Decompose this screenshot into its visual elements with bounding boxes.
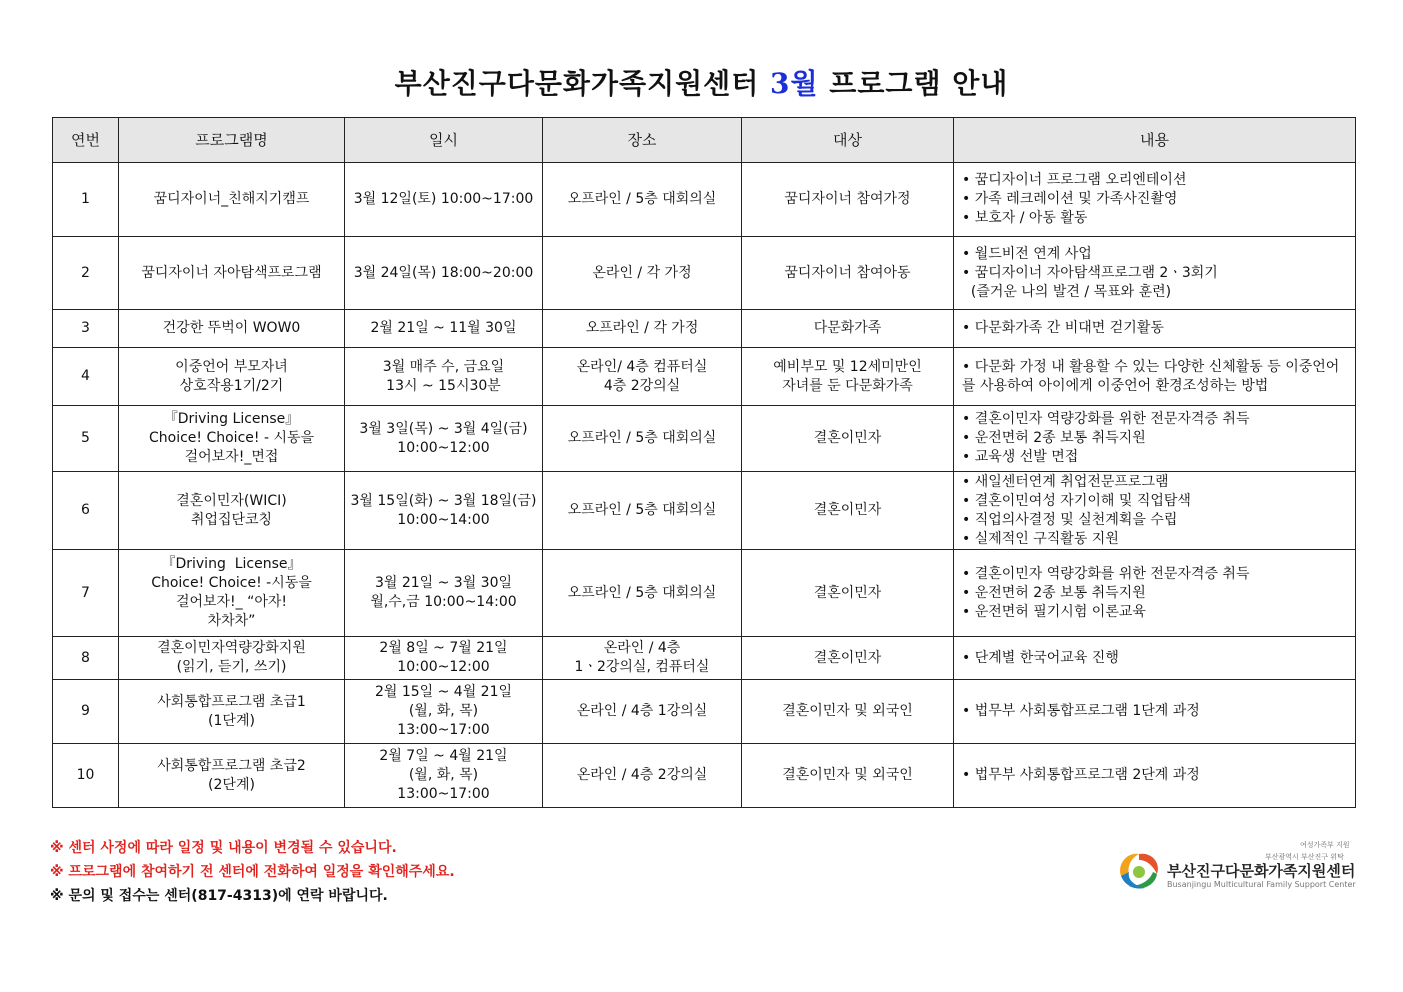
cell-date-line: 2월 7일 ~ 4월 21일 (379, 748, 508, 764)
cell-no: 4 (53, 348, 119, 406)
cell-program-name-line: 걸어보자!_면접 (184, 449, 279, 465)
cell-place-line: 오프라인 / 5층 대회의실 (567, 584, 717, 601)
cell-program-name (119, 680, 345, 744)
cell-content (954, 406, 1356, 472)
cell-content-line: • 법무부 사회통합프로그램 1단계 과정 (962, 703, 1200, 719)
cell-content-line: • 꿈디자이너 자아탐색프로그램 2ㆍ3회기 (962, 264, 1218, 281)
cell-content-line: (즐거운 나의 발견 / 목표와 훈련) (962, 283, 1172, 300)
cell-no: 7 (53, 550, 119, 637)
cell-target (742, 472, 954, 550)
cell-target-line: 결혼이민자 (813, 649, 882, 666)
cell-content-line: • 법무부 사회통합프로그램 2단계 과정 (962, 767, 1200, 783)
cell-content-line: • 운전면허 2종 보통 취득지원 (962, 430, 1146, 446)
cell-date-line: (월, 화, 목) (408, 703, 479, 719)
cell-program-name (119, 637, 345, 680)
note: ※ 문의 및 접수는 센터(817-4313)에 연락 바랍니다. (50, 888, 388, 904)
cell-program-name (119, 550, 345, 637)
cell-place (543, 472, 742, 550)
cell-content-line: • 새일센터연계 취업전문프로그램 (962, 473, 1169, 490)
cell-content-line: • 운전면허 필기시험 이론교육 (962, 603, 1146, 620)
cell-content (954, 310, 1356, 348)
cell-date (345, 744, 543, 808)
table-row (53, 680, 1356, 744)
cell-no: 1 (53, 163, 119, 237)
cell-content-line: • 가족 레크레이션 및 가족사진촬영 (962, 191, 1178, 207)
cell-date-line: 3월 24일(목) 18:00~20:00 (353, 264, 534, 281)
cell-place-line: 온라인 / 4층 2강의실 (576, 767, 708, 783)
cell-place-line: 4층 2강의실 (603, 377, 681, 394)
cell-target-line: 자녀를 둔 다문화가족 (782, 377, 913, 394)
cell-content (954, 680, 1356, 744)
table-header-row (53, 118, 1356, 163)
cell-program-name-line: 『Driving License』 (163, 411, 300, 427)
cell-date-line: 2월 8일 ~ 7월 21일 (379, 640, 508, 656)
column-header: 프로그램명 (119, 118, 345, 163)
cell-content (954, 744, 1356, 808)
cell-place (543, 348, 742, 406)
cell-program-name-line: 차차차” (207, 613, 256, 629)
cell-program-name-line: 상호작용1기/2기 (179, 377, 284, 394)
cell-program-name-line: Choice! Choice! -시동을 (151, 575, 312, 591)
notes (50, 836, 455, 908)
cell-target-line: 결혼이민자 (813, 584, 882, 601)
cell-date-line: 3월 매주 수, 금요일 (382, 358, 505, 375)
cell-date (345, 163, 543, 237)
cell-content-line: • 결혼이민자 역량강화를 위한 전문자격증 취득 (962, 565, 1250, 582)
program-table (52, 117, 1356, 808)
title-month: 3월 (770, 67, 819, 100)
cell-program-name-line: 결혼이민자역량강화지원 (157, 640, 306, 656)
cell-date-line: 2월 15일 ~ 4월 21일 (374, 684, 513, 700)
center-logo (1115, 838, 1355, 898)
column-header: 내용 (954, 118, 1356, 163)
cell-date-line: 2월 21일 ~ 11월 30일 (370, 320, 517, 336)
cell-date (345, 310, 543, 348)
cell-date-line: 3월 12일(토) 10:00~17:00 (353, 191, 534, 207)
cell-content-line: • 운전면허 2종 보통 취득지원 (962, 584, 1146, 601)
table-row (53, 472, 1356, 550)
table-row (53, 744, 1356, 808)
cell-content-line: • 보호자 / 아동 활동 (962, 210, 1088, 226)
cell-place-line: 오프라인 / 각 가정 (585, 320, 699, 336)
cell-program-name (119, 310, 345, 348)
cell-date-line: (월, 화, 목) (408, 767, 479, 783)
cell-program-name-line: (2단계) (208, 776, 255, 793)
cell-date (345, 550, 543, 637)
cell-no: 2 (53, 237, 119, 310)
cell-place-line: 온라인 / 4층 1강의실 (576, 703, 708, 719)
cell-program-name-line: 꿈디자이너_친해지기캠프 (153, 191, 310, 207)
cell-date-line: 10:00~12:00 (397, 659, 490, 675)
cell-place (543, 637, 742, 680)
cell-no: 9 (53, 680, 119, 744)
column-header: 대상 (742, 118, 954, 163)
cell-target (742, 310, 954, 348)
cell-date (345, 637, 543, 680)
note: ※ 프로그램에 참여하기 전 센터에 전화하여 일정을 확인해주세요. (50, 864, 455, 880)
cell-place (543, 163, 742, 237)
cell-target-line: 다문화가족 (813, 320, 882, 336)
cell-program-name (119, 237, 345, 310)
cell-place (543, 310, 742, 348)
cell-place-line: 오프라인 / 5층 대회의실 (567, 191, 717, 207)
cell-content-line: • 단계별 한국어교육 진행 (962, 649, 1119, 666)
cell-content (954, 472, 1356, 550)
cell-no: 3 (53, 310, 119, 348)
cell-target (742, 550, 954, 637)
cell-content (954, 163, 1356, 237)
table-row (53, 310, 1356, 348)
logo-sponsor-text: 여성가족부 지원 (1300, 841, 1350, 849)
cell-content-line: • 월드비전 연계 사업 (962, 245, 1092, 262)
note: ※ 센터 사정에 따라 일정 및 내용이 변경될 수 있습니다. (50, 840, 397, 856)
page-title (0, 62, 1403, 102)
cell-content-line: • 교육생 선발 면접 (962, 449, 1079, 465)
cell-program-name-line: 결혼이민자(WICI) (176, 492, 287, 509)
cell-date (345, 406, 543, 472)
cell-date-line: 월,수,금 10:00~14:00 (370, 594, 517, 610)
cell-date (345, 237, 543, 310)
table-row (53, 348, 1356, 406)
cell-place (543, 406, 742, 472)
cell-place-line: 온라인/ 4층 컴퓨터실 (576, 358, 708, 375)
cell-date (345, 348, 543, 406)
cell-place (543, 680, 742, 744)
cell-content-line: • 다문화가족 간 비대면 걷기활동 (962, 320, 1164, 336)
cell-target-line: 결혼이민자 (813, 502, 882, 518)
title-prefix: 부산진구다문화가족지원센터 (394, 67, 771, 100)
cell-program-name-line: 이중언어 부모자녀 (175, 358, 288, 375)
cell-program-name-line: (읽기, 듣기, 쓰기) (176, 659, 287, 675)
cell-target-line: 결혼이민자 (813, 430, 882, 446)
column-header: 연번 (53, 118, 119, 163)
cell-place-line: 온라인 / 4층 (603, 640, 681, 656)
cell-content (954, 348, 1356, 406)
cell-program-name-line: 사회통합프로그램 초급1 (157, 693, 306, 710)
cell-program-name (119, 744, 345, 808)
cell-program-name-line: (1단계) (208, 712, 255, 729)
logo-name-ko: 부산진구다문화가족지원센터 (1167, 862, 1356, 880)
cell-target-line: 꿈디자이너 참여가정 (784, 191, 911, 207)
cell-target (742, 406, 954, 472)
cell-target-line: 결혼이민자 및 외국인 (782, 767, 913, 783)
logo-name-en: Busanjingu Multicultural Family Support Center (1167, 880, 1356, 889)
cell-place (543, 237, 742, 310)
cell-target (742, 237, 954, 310)
cell-program-name-line: 건강한 뚜벅이 WOW0 (162, 320, 301, 336)
cell-no: 8 (53, 637, 119, 680)
cell-date (345, 472, 543, 550)
cell-content (954, 637, 1356, 680)
cell-no: 6 (53, 472, 119, 550)
cell-place-line: 오프라인 / 5층 대회의실 (567, 430, 717, 446)
cell-target (742, 744, 954, 808)
cell-place (543, 744, 742, 808)
cell-program-name-line: 『Driving License』 (161, 556, 302, 572)
cell-date-line: 3월 21일 ~ 3월 30일 (374, 575, 513, 591)
cell-target (742, 637, 954, 680)
cell-content-line: • 다문화 가정 내 활용할 수 있는 다양한 신체활동 등 이중언어를 사용하여 아이에게 이중언어 환경조성하는 방법 (962, 358, 1340, 394)
cell-content-line: • 결혼이민자 역량강화를 위한 전문자격증 취득 (962, 411, 1250, 427)
cell-target-line: 예비부모 및 12세미만인 (773, 358, 922, 375)
cell-no: 10 (53, 744, 119, 808)
cell-target-line: 꿈디자이너 참여아동 (784, 264, 911, 281)
cell-place (543, 550, 742, 637)
cell-date-line: 13:00~17:00 (397, 722, 490, 738)
cell-content (954, 237, 1356, 310)
cell-program-name-line: 사회통합프로그램 초급2 (157, 757, 306, 774)
cell-target (742, 348, 954, 406)
cell-place-line: 1ㆍ2강의실, 컴퓨터실 (574, 659, 710, 675)
table-row (53, 637, 1356, 680)
title-suffix: 프로그램 안내 (818, 67, 1009, 100)
table-row (53, 237, 1356, 310)
cell-program-name (119, 406, 345, 472)
logo-sponsor-text: 부산광역시 부산진구 위탁 (1265, 853, 1344, 861)
cell-place-line: 오프라인 / 5층 대회의실 (567, 502, 717, 518)
cell-target (742, 680, 954, 744)
cell-date (345, 680, 543, 744)
cell-date-line: 10:00~14:00 (397, 511, 490, 528)
cell-content (954, 550, 1356, 637)
logo-emblem-icon (1115, 846, 1163, 892)
cell-content-line: • 꿈디자이너 프로그램 오리엔테이션 (962, 172, 1187, 188)
table-row (53, 406, 1356, 472)
cell-content-line: • 직업의사결정 및 실천계획을 수립 (962, 511, 1178, 528)
cell-content-line: • 실제적인 구직활동 지원 (962, 530, 1119, 547)
cell-date-line: 13:00~17:00 (397, 786, 490, 802)
cell-program-name-line: 걸어보자!_ “아자! (175, 594, 288, 610)
cell-program-name-line: Choice! Choice! - 시동을 (148, 430, 315, 446)
column-header: 장소 (543, 118, 742, 163)
cell-program-name-line: 꿈디자이너 자아탐색프로그램 (141, 264, 322, 281)
cell-content-line: • 결혼이민여성 자기이해 및 직업탐색 (962, 492, 1191, 509)
cell-place-line: 온라인 / 각 가정 (592, 264, 692, 281)
cell-target-line: 결혼이민자 및 외국인 (782, 703, 913, 719)
cell-program-name-line: 취업집단코칭 (190, 511, 273, 528)
table-row (53, 550, 1356, 637)
table-row (53, 163, 1356, 237)
cell-program-name (119, 163, 345, 237)
cell-program-name (119, 472, 345, 550)
cell-target (742, 163, 954, 237)
cell-no: 5 (53, 406, 119, 472)
column-header: 일시 (345, 118, 543, 163)
cell-date-line: 13시 ~ 15시30분 (386, 377, 501, 394)
cell-program-name (119, 348, 345, 406)
cell-date-line: 3월 15일(화) ~ 3월 18일(금) (350, 492, 537, 509)
cell-date-line: 10:00~12:00 (397, 439, 490, 456)
cell-date-line: 3월 3일(목) ~ 3월 4일(금) (359, 420, 528, 437)
